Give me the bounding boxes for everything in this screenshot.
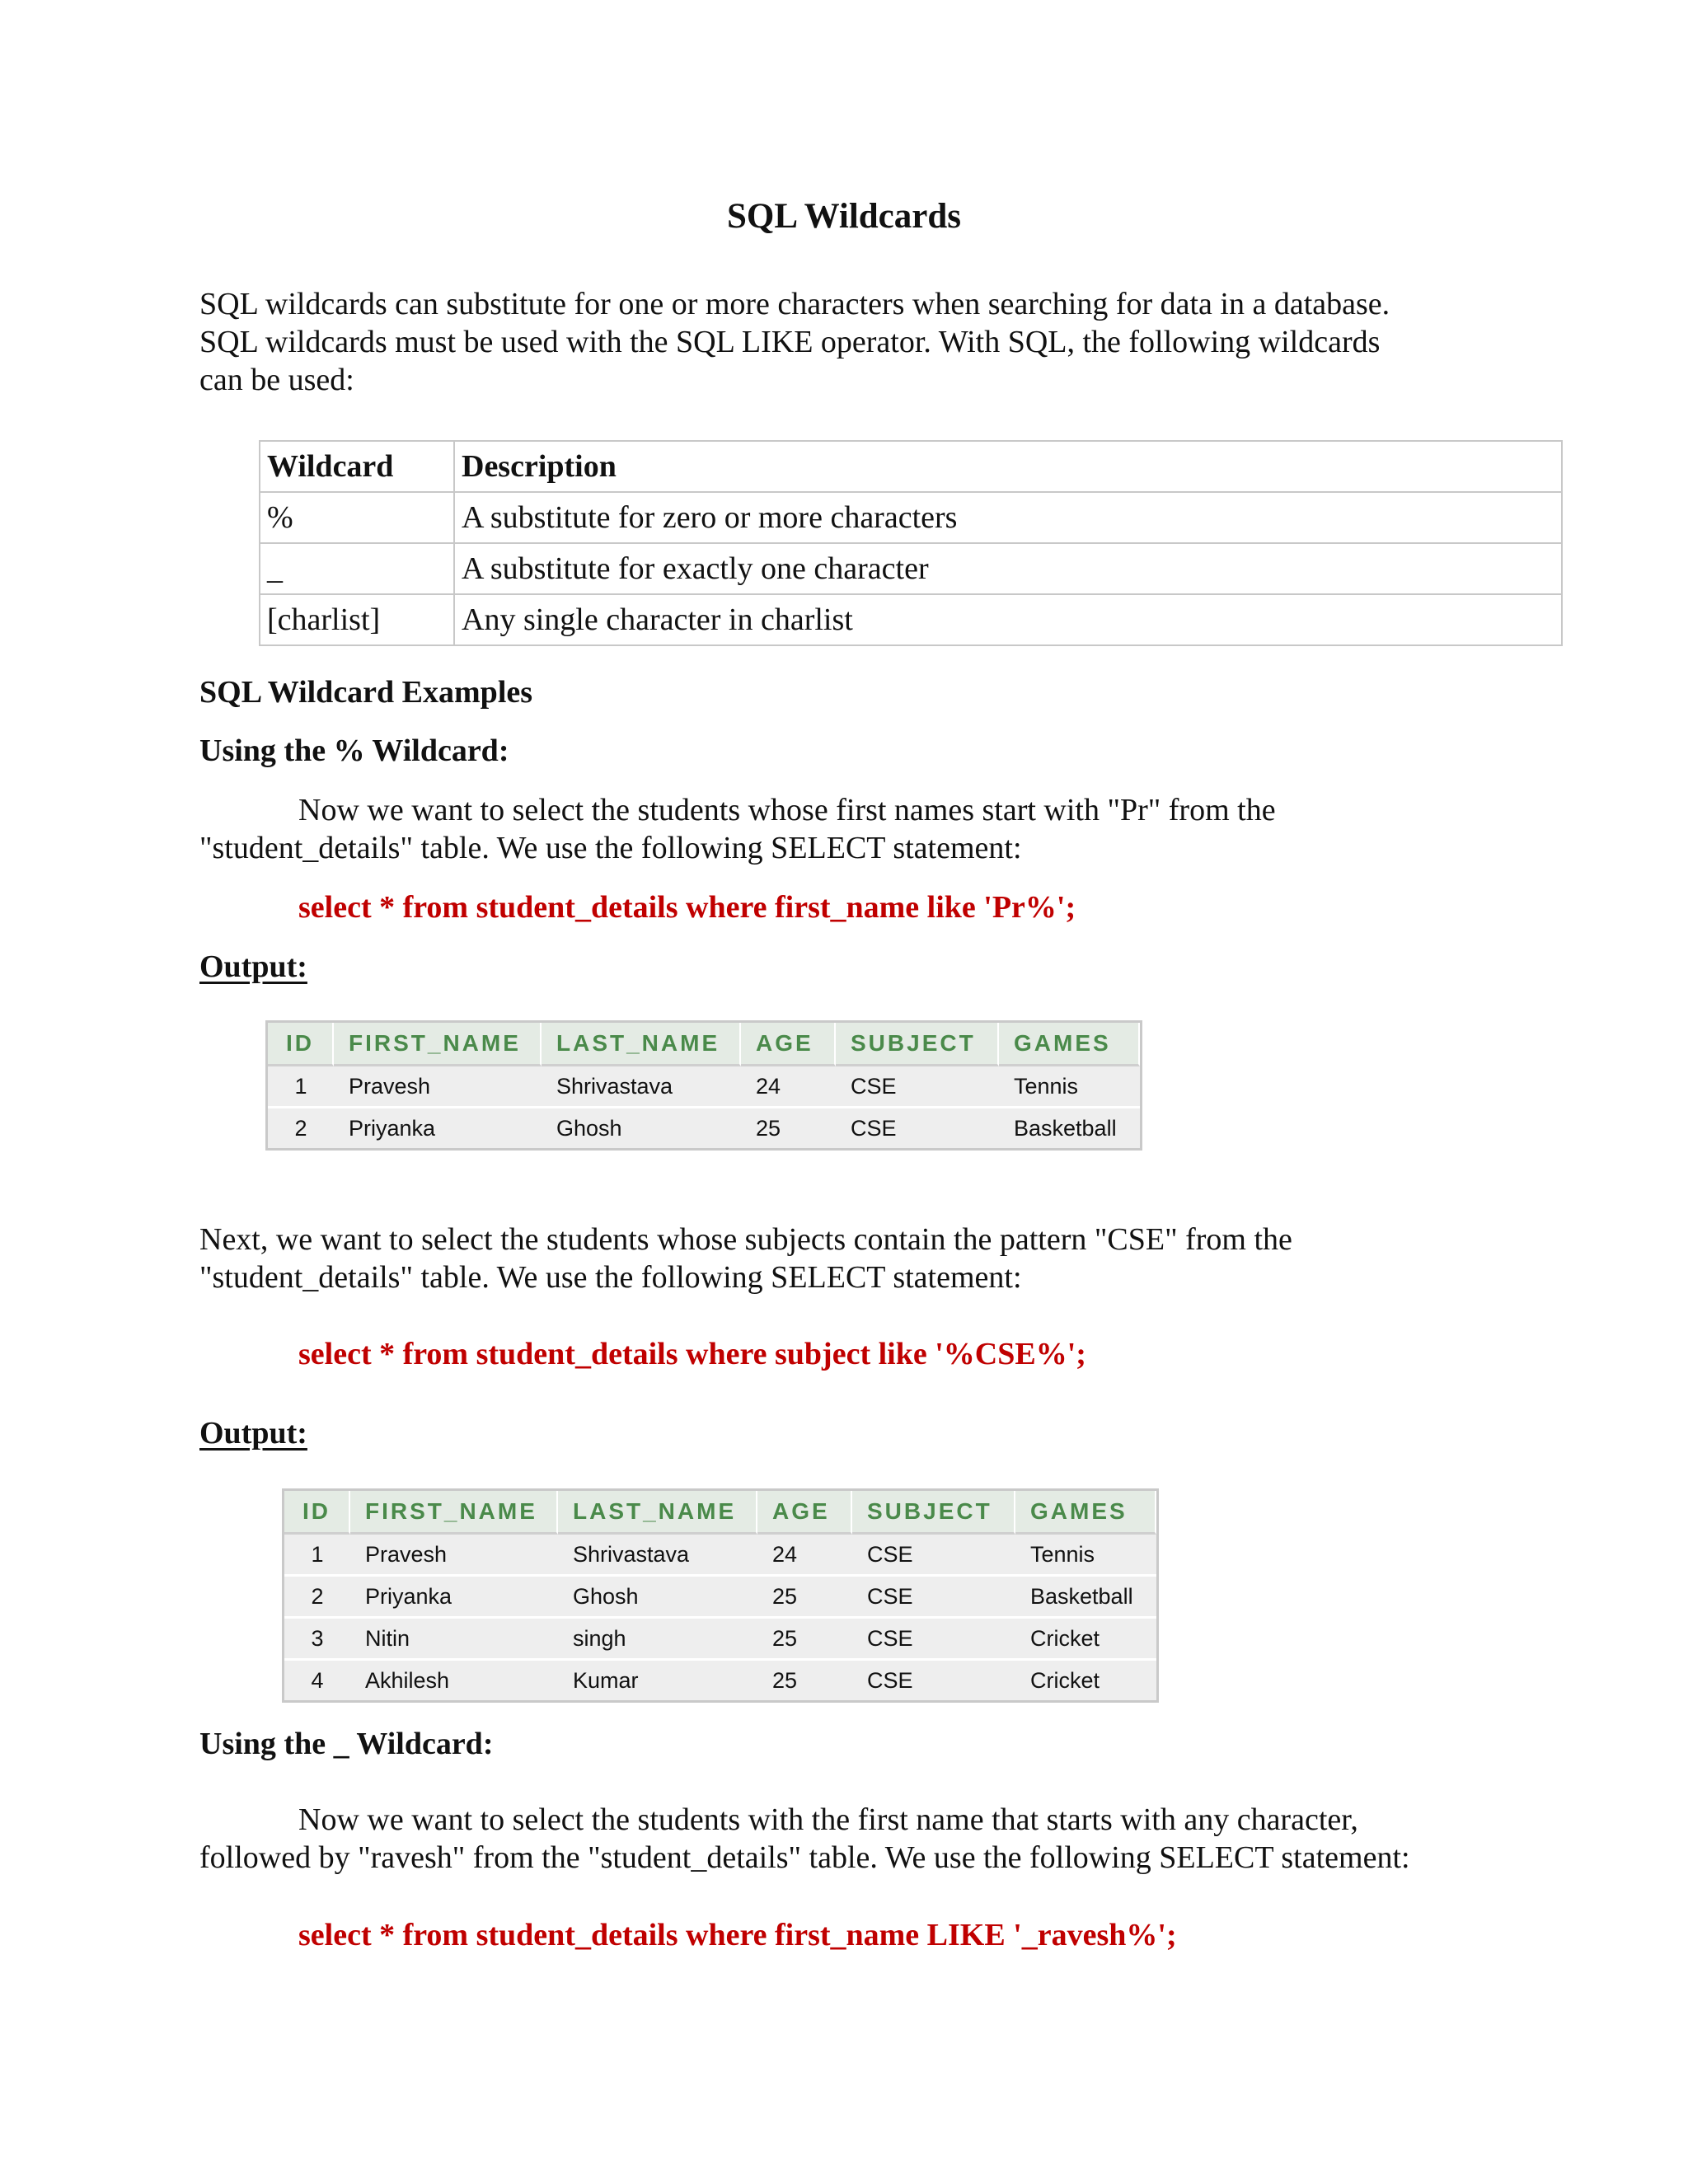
table-cell: Priyanka <box>334 1108 542 1148</box>
intro-line: SQL wildcards can substitute for one or more characters when searching for data in a database. <box>199 287 1390 321</box>
description-cell: Any single character in charlist <box>454 594 1562 645</box>
table-row <box>284 1577 1156 1619</box>
table-row <box>284 1535 1156 1577</box>
wildcard-table-header: Description <box>454 441 1562 492</box>
column-header: LAST_NAME <box>558 1491 757 1535</box>
table-cell: Shrivastava <box>542 1066 741 1108</box>
table-cell: CSE <box>852 1577 1015 1619</box>
table-cell: CSE <box>852 1661 1015 1700</box>
paragraph-line: Next, we want to select the students whose subjects contain the pattern "CSE" from the <box>199 1222 1292 1257</box>
column-header: AGE <box>741 1023 836 1066</box>
output-table-2 <box>282 1488 1159 1703</box>
table-cell: CSE <box>836 1108 999 1148</box>
section2-paragraph <box>199 1221 1292 1296</box>
table-cell: 25 <box>757 1661 852 1700</box>
table-cell: Basketball <box>999 1108 1140 1148</box>
intro-line: can be used: <box>199 363 354 397</box>
table-row <box>284 1619 1156 1661</box>
table-cell: 1 <box>284 1535 350 1577</box>
column-header: FIRST_NAME <box>334 1023 542 1066</box>
output-table-1 <box>265 1020 1142 1151</box>
table-cell: Tennis <box>999 1066 1140 1108</box>
column-header: FIRST_NAME <box>350 1491 558 1535</box>
sql-statement: select * from student_details where subject like '%CSE%'; <box>298 1337 1086 1371</box>
table-cell: 3 <box>284 1619 350 1661</box>
section1-paragraph <box>199 791 1276 867</box>
table-cell: Shrivastava <box>558 1535 757 1577</box>
section3-paragraph <box>199 1801 1410 1877</box>
column-header: ID <box>284 1491 350 1535</box>
table-cell: 1 <box>268 1066 334 1108</box>
description-cell: A substitute for zero or more characters <box>454 492 1562 543</box>
table-row <box>268 1066 1140 1108</box>
output-table-header-row <box>268 1023 1140 1066</box>
paragraph-line: "student_details" table. We use the following SELECT statement: <box>199 831 1022 865</box>
wildcard-cell: _ <box>260 543 454 594</box>
table-cell: Basketball <box>1015 1577 1156 1619</box>
examples-heading: SQL Wildcard Examples <box>199 675 533 710</box>
table-row <box>268 1108 1140 1148</box>
table-cell: 25 <box>757 1577 852 1619</box>
sql-statement: select * from student_details where first_name LIKE '_ravesh%'; <box>298 1918 1177 1952</box>
table-cell: CSE <box>852 1535 1015 1577</box>
table-cell: 25 <box>741 1108 836 1148</box>
paragraph-line: "student_details" table. We use the following SELECT statement: <box>199 1260 1022 1295</box>
column-header: SUBJECT <box>836 1023 999 1066</box>
column-header: GAMES <box>999 1023 1140 1066</box>
column-header: ID <box>268 1023 334 1066</box>
wildcard-table-header: Wildcard <box>260 441 454 492</box>
table-cell: CSE <box>836 1066 999 1108</box>
output-label: Output: <box>199 1416 307 1451</box>
section-heading-percent: Using the % Wildcard: <box>199 733 509 768</box>
section-heading-underscore: Using the _ Wildcard: <box>199 1727 494 1761</box>
table-cell: Kumar <box>558 1661 757 1700</box>
wildcard-table <box>259 440 1563 646</box>
page-title: SQL Wildcards <box>727 197 961 236</box>
table-row <box>260 594 1562 645</box>
intro-paragraph <box>199 285 1390 399</box>
wildcard-cell: [charlist] <box>260 594 454 645</box>
column-header: AGE <box>757 1491 852 1535</box>
output-table-header-row <box>284 1491 1156 1535</box>
wildcard-cell: % <box>260 492 454 543</box>
table-cell: 2 <box>268 1108 334 1148</box>
table-cell: 24 <box>757 1535 852 1577</box>
column-header: LAST_NAME <box>542 1023 741 1066</box>
paragraph-line: followed by "ravesh" from the "student_details" table. We use the following SELECT statement: <box>199 1840 1410 1875</box>
table-cell: Ghosh <box>542 1108 741 1148</box>
table-row <box>260 543 1562 594</box>
table-cell: Nitin <box>350 1619 558 1661</box>
description-cell: A substitute for exactly one character <box>454 543 1562 594</box>
table-cell: Priyanka <box>350 1577 558 1619</box>
table-cell: CSE <box>852 1619 1015 1661</box>
table-cell: Ghosh <box>558 1577 757 1619</box>
output-label: Output: <box>199 949 307 984</box>
table-cell: singh <box>558 1619 757 1661</box>
table-cell: Pravesh <box>334 1066 542 1108</box>
paragraph-line: Now we want to select the students with the first name that starts with any character, <box>298 1802 1358 1837</box>
table-row <box>284 1661 1156 1700</box>
table-cell: Cricket <box>1015 1661 1156 1700</box>
table-cell: Tennis <box>1015 1535 1156 1577</box>
table-cell: 4 <box>284 1661 350 1700</box>
column-header: GAMES <box>1015 1491 1156 1535</box>
intro-line: SQL wildcards must be used with the SQL LIKE operator. With SQL, the following wildcards <box>199 325 1381 359</box>
table-cell: 2 <box>284 1577 350 1619</box>
table-row <box>260 492 1562 543</box>
table-cell: Akhilesh <box>350 1661 558 1700</box>
paragraph-line: Now we want to select the students whose first names start with "Pr" from the <box>298 793 1276 827</box>
sql-statement: select * from student_details where first_name like 'Pr%'; <box>298 890 1076 925</box>
wildcard-table-header-row <box>260 441 1562 492</box>
column-header: SUBJECT <box>852 1491 1015 1535</box>
table-cell: 24 <box>741 1066 836 1108</box>
table-cell: Pravesh <box>350 1535 558 1577</box>
table-cell: 25 <box>757 1619 852 1661</box>
table-cell: Cricket <box>1015 1619 1156 1661</box>
